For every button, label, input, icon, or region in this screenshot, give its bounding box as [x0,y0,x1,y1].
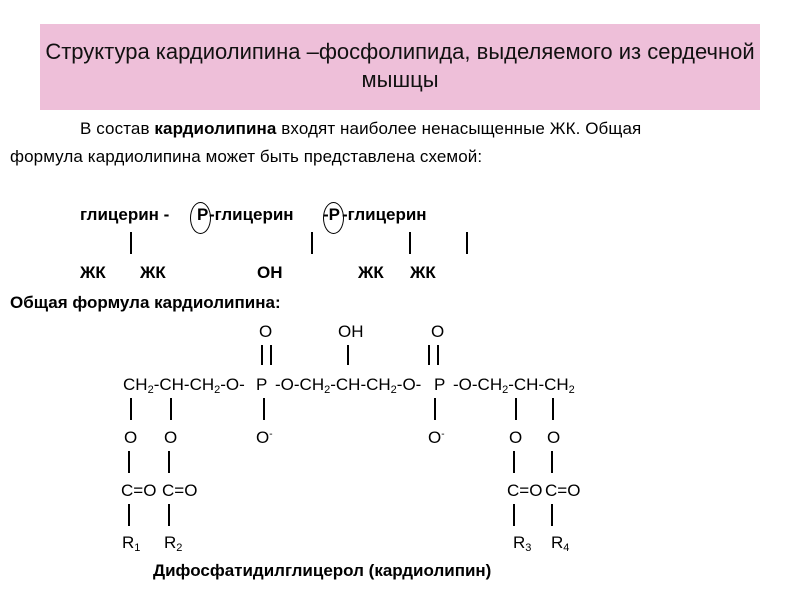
double-bond [428,345,430,365]
bond [551,451,553,473]
bond [168,451,170,473]
atom-p-1: P [256,375,268,394]
main-chain-middle: $-O-CH_2-CH-CH_2-O-$ [275,375,422,396]
scheme-glycerin-2: -глицерин [209,205,294,224]
bond [409,232,411,254]
bond [466,232,468,254]
atom-o-4: O [547,428,561,447]
intro-text-pre: В состав [80,119,155,138]
r-group-2: $R_2$ [164,533,183,554]
atom-o-1: O [124,428,138,447]
scheme-glycerin-1: глицерин - [80,205,170,224]
scheme-fa-3: ЖК [358,263,384,282]
slide-title: Структура кардиолипина –фосфолипида, выделяемого из сердечной мышцы [40,24,760,110]
r-group-4: $R_4$ [551,533,570,554]
scheme-phosphate-1: P [197,205,209,224]
phosphate-circle-2 [323,202,344,234]
bond [170,398,172,420]
intro-paragraph [10,115,795,171]
r-group-1: $R_1$ [122,533,141,554]
scheme-fa-1: ЖК [80,263,106,282]
bond [128,451,130,473]
scheme-glycerin-3: -глицерин [342,205,427,224]
atom-oh-top: OH [338,322,364,341]
intro-text-post: входят наиболее ненасыщенные ЖК. Общая [276,119,642,138]
bond [311,232,313,254]
bond [434,398,436,420]
carbonyl-2: C=O [162,481,198,500]
bond [515,398,517,420]
atom-p-2: P [434,375,446,394]
bond [263,398,265,420]
atom-o-minus-2: O- [428,428,445,447]
carbonyl-3: C=O [507,481,543,500]
atom-o-minus-1: O- [256,428,273,447]
bond [552,398,554,420]
main-chain-right: $-O-CH_2-CH-CH_2$ [453,375,575,396]
double-bond [437,345,439,365]
double-bond [270,345,272,365]
bond [130,398,132,420]
bond [130,232,132,254]
intro-line2: формула кардиолипина может быть представлена схемой: [10,147,483,166]
intro-term: кардиолипина [154,119,277,138]
carbonyl-4: C=O [545,481,581,500]
bond [168,504,170,526]
atom-o-top-1: O [259,322,273,341]
double-bond [261,345,263,365]
scheme-fa-4: ЖК [410,263,436,282]
bond [513,504,515,526]
bond [513,451,515,473]
r-group-3: $R_3$ [513,533,532,554]
scheme-oh: ОН [257,263,283,282]
bond [347,345,349,365]
atom-o-3: O [509,428,523,447]
carbonyl-1: C=O [121,481,157,500]
atom-o-2: O [164,428,178,447]
scheme-phosphate-2: -P [323,205,340,224]
scheme-fa-2: ЖК [140,263,166,282]
atom-o-top-2: O [431,322,445,341]
bond [128,504,130,526]
bond [551,504,553,526]
phosphate-circle-1 [190,202,211,234]
main-chain-left: $CH_2-CH-CH_2-O-$ [123,375,245,396]
formula-caption: Дифосфатидилглицерол (кардиолипин) [153,561,492,580]
general-formula-heading: Общая формула кардиолипина: [10,293,281,312]
